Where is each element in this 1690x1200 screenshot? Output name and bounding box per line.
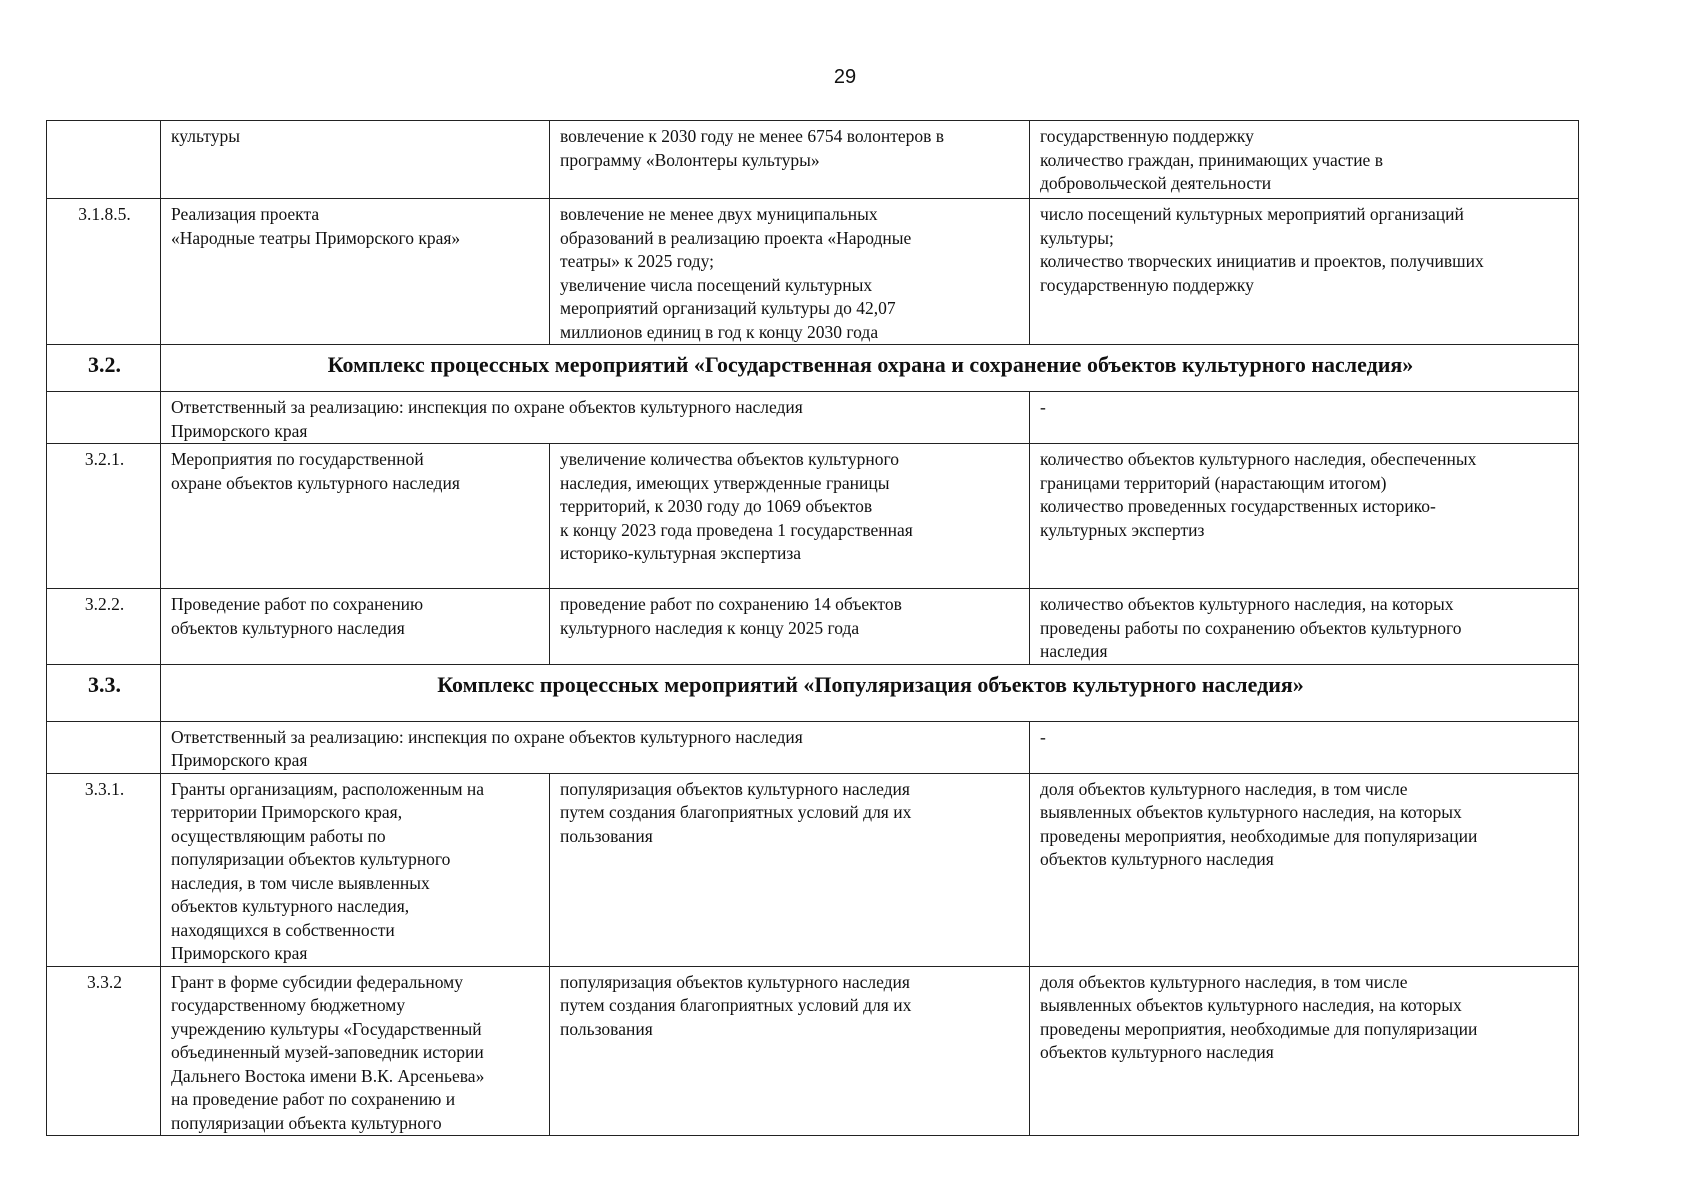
activity-cell: Мероприятия по государственной охране объектов культурного наследия bbox=[161, 444, 550, 589]
responsible-row bbox=[47, 392, 1579, 444]
result-cell: увеличение количества объектов культурного наследия, имеющих утвержденные границы территорий, к 2030 году до 1069 объектов к концу 2023 года проведена 1 государственная историко-культурная экспертиза bbox=[550, 444, 1030, 589]
indicator-cell: доля объектов культурного наследия, в том числе выявленных объектов культурного наследия, на которых проведены мероприятия, необходимые для популяризации объектов культурного наследия bbox=[1030, 773, 1579, 966]
section-number: 3.3. bbox=[47, 664, 161, 721]
indicator-cell: число посещений культурных мероприятий организаций культуры; количество творческих инициатив и проектов, получивших государственную поддержку bbox=[1030, 199, 1579, 345]
table-row bbox=[47, 444, 1579, 589]
row-number: 3.1.8.5. bbox=[47, 199, 161, 345]
section-header-row bbox=[47, 664, 1579, 721]
indicator-cell: - bbox=[1030, 721, 1579, 773]
page-number: 29 bbox=[833, 66, 857, 88]
row-number bbox=[47, 121, 161, 199]
section-title: Комплекс процессных мероприятий «Государственная охрана и сохранение объектов культурного наследия» bbox=[161, 345, 1579, 392]
result-cell: вовлечение к 2030 году не менее 6754 волонтеров в программу «Волонтеры культуры» bbox=[550, 121, 1030, 199]
row-number bbox=[47, 392, 161, 444]
result-cell: популяризация объектов культурного наследия путем создания благоприятных условий для их пользования bbox=[550, 773, 1030, 966]
row-number bbox=[47, 721, 161, 773]
table-row bbox=[47, 589, 1579, 665]
indicator-cell: количество объектов культурного наследия, обеспеченных границами территорий (нарастающим итогом) количество проведенных государственных историко- культурных экспертиз bbox=[1030, 444, 1579, 589]
table-row bbox=[47, 121, 1579, 199]
section-title: Комплекс процессных мероприятий «Популяризация объектов культурного наследия» bbox=[161, 664, 1579, 721]
responsible-text: Ответственный за реализацию: инспекция по охране объектов культурного наследия Приморского края bbox=[161, 721, 1030, 773]
row-number: 3.2.2. bbox=[47, 589, 161, 665]
indicator-cell: количество объектов культурного наследия, на которых проведены работы по сохранению объектов культурного наследия bbox=[1030, 589, 1579, 665]
table-row bbox=[47, 966, 1579, 1136]
indicator-cell: доля объектов культурного наследия, в том числе выявленных объектов культурного наследия, на которых проведены мероприятия, необходимые для популяризации объектов культурного наследия bbox=[1030, 966, 1579, 1136]
indicator-cell: государственную поддержку количество граждан, принимающих участие в добровольческой деятельности bbox=[1030, 121, 1579, 199]
table-row bbox=[47, 773, 1579, 966]
activity-cell: культуры bbox=[161, 121, 550, 199]
activity-cell: Грант в форме субсидии федеральному государственному бюджетному учреждению культуры «Государственный объединенный музей-заповедник истории Дальнего Востока имени В.К. Арсеньева» на проведение работ по сохранению и популяризации объекта культурного bbox=[161, 966, 550, 1136]
measures-table bbox=[46, 120, 1579, 1136]
row-number: 3.2.1. bbox=[47, 444, 161, 589]
row-number: 3.3.2 bbox=[47, 966, 161, 1136]
activity-cell: Проведение работ по сохранению объектов культурного наследия bbox=[161, 589, 550, 665]
responsible-row bbox=[47, 721, 1579, 773]
table-row bbox=[47, 199, 1579, 345]
activity-cell: Гранты организациям, расположенным на территории Приморского края, осуществляющим работы по популяризации объектов культурного наследия, в том числе выявленных объектов культурного наследия, находящихся в собственности Приморского края bbox=[161, 773, 550, 966]
section-number: 3.2. bbox=[47, 345, 161, 392]
row-number: 3.3.1. bbox=[47, 773, 161, 966]
activity-cell: Реализация проекта «Народные театры Приморского края» bbox=[161, 199, 550, 345]
result-cell: вовлечение не менее двух муниципальных образований в реализацию проекта «Народные театры» к 2025 году; увеличение числа посещений культурных мероприятий организаций культуры до 42,07 миллионов единиц в год к концу 2030 года bbox=[550, 199, 1030, 345]
result-cell: проведение работ по сохранению 14 объектов культурного наследия к концу 2025 года bbox=[550, 589, 1030, 665]
section-header-row bbox=[47, 345, 1579, 392]
result-cell: популяризация объектов культурного наследия путем создания благоприятных условий для их пользования bbox=[550, 966, 1030, 1136]
responsible-text: Ответственный за реализацию: инспекция по охране объектов культурного наследия Приморского края bbox=[161, 392, 1030, 444]
indicator-cell: - bbox=[1030, 392, 1579, 444]
